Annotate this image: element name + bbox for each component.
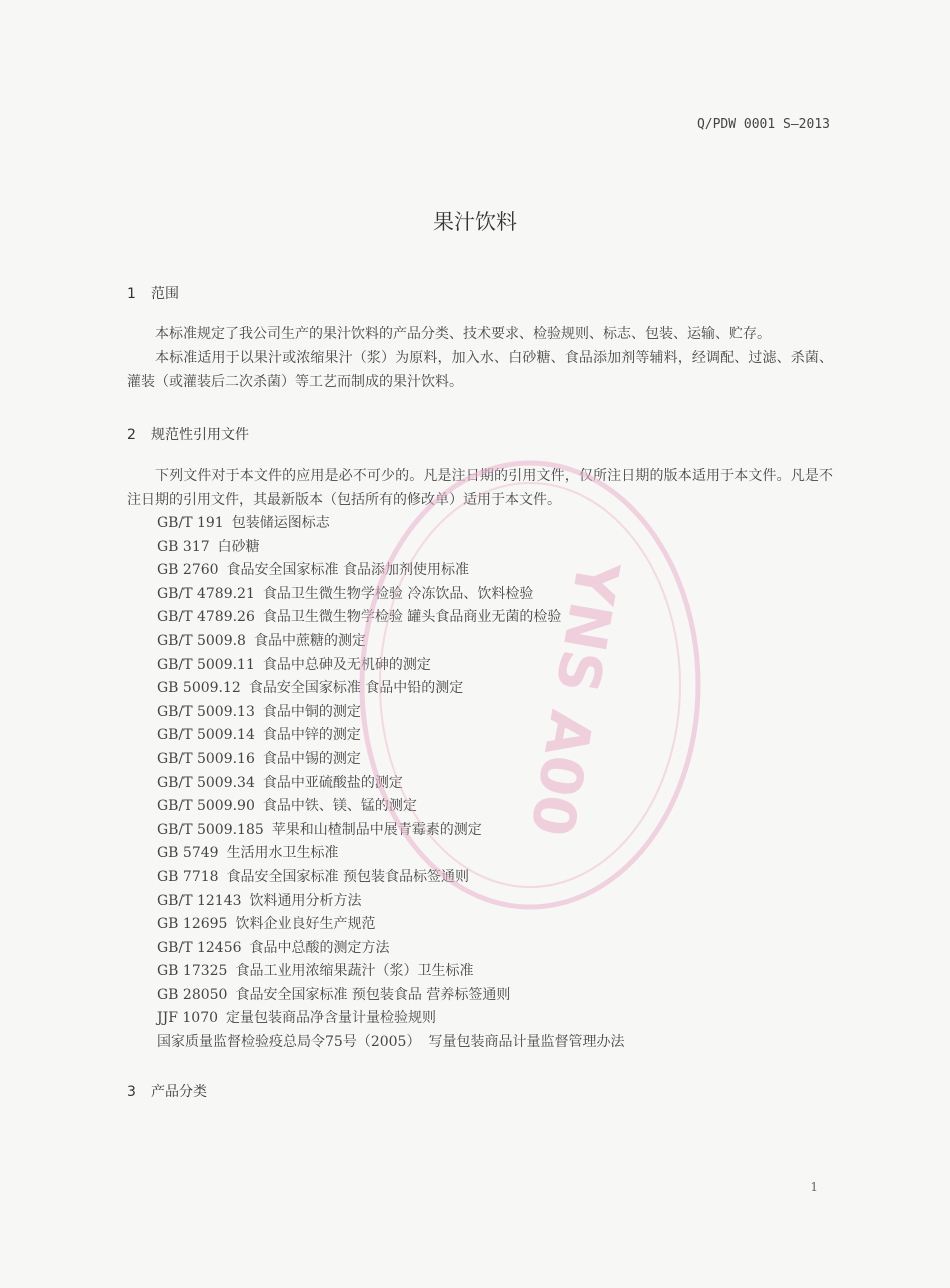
reference-item [157, 890, 624, 914]
section-2-paragraph-1: 下列文件对于本文件的应用是必不可少的。凡是注日期的引用文件，仅所注日期的版本适用于本文件。凡是不注日期的引用文件，其最新版本（包括所有的修改单）适用于本文件。 [127, 468, 833, 508]
reference-code: GB/T 191 [157, 515, 224, 531]
reference-code: GB/T 5009.13 [157, 703, 255, 720]
reference-code: GB/T 12456 [157, 939, 242, 956]
section-number: 2 [127, 427, 136, 443]
reference-item [157, 1007, 624, 1031]
reference-name: 食品中总砷及无机砷的测定 [262, 656, 431, 673]
reference-name: 饮料通用分析方法 [249, 892, 362, 909]
reference-name: 食品工业用浓缩果蔬汁（浆）卫生标准 [235, 963, 474, 980]
section-number: 3 [127, 1084, 136, 1100]
reference-item [157, 606, 624, 630]
reference-item [157, 630, 624, 654]
reference-item [157, 795, 624, 819]
reference-name: 食品中蔗糖的测定 [253, 632, 366, 649]
reference-name: 写量包装商品计量监督管理办法 [428, 1034, 625, 1051]
reference-name: 食品安全国家标准 食品中铅的测定 [248, 680, 464, 697]
reference-name: 食品安全国家标准 食品添加剂使用标准 [226, 562, 470, 579]
section-3-heading [127, 1081, 207, 1101]
reference-item [157, 937, 624, 961]
reference-code: GB 17325 [157, 963, 228, 980]
reference-code: GB/T 5009.90 [157, 798, 255, 815]
page-number: 1 [810, 1180, 818, 1194]
section-title: 规范性引用文件 [151, 427, 249, 443]
reference-name: 定量包装商品净含量计量检验规则 [226, 1010, 437, 1027]
reference-name: 食品安全国家标准 预包装食品 营养标签通则 [235, 986, 511, 1003]
reference-list [157, 512, 624, 1055]
reference-item [157, 819, 624, 843]
reference-name: 食品中锡的测定 [262, 750, 361, 767]
reference-item [157, 842, 624, 866]
section-1-heading [127, 283, 179, 303]
reference-code: GB/T 5009.11 [157, 656, 255, 673]
reference-name: 食品卫生微生物学检验 冷冻饮品、饮料检验 [262, 585, 534, 602]
reference-code: GB 2760 [157, 562, 219, 579]
reference-name: 饮料企业良好生产规范 [235, 916, 376, 933]
reference-name: 包装储运图标志 [231, 515, 330, 531]
reference-code: GB/T 5009.8 [157, 632, 246, 649]
reference-item [157, 559, 624, 583]
reference-name: 食品中铁、镁、锰的测定 [262, 798, 417, 815]
document-title: 果汁饮料 [433, 210, 517, 234]
reference-code: GB 317 [157, 538, 210, 555]
reference-name: 白砂糖 [217, 538, 260, 555]
reference-item [157, 724, 624, 748]
reference-name: 食品中铜的测定 [262, 703, 361, 720]
reference-code: GB/T 4789.21 [157, 585, 255, 602]
reference-code: GB 12695 [157, 916, 228, 933]
reference-name: 苹果和山楂制品中展青霉素的测定 [271, 821, 482, 838]
reference-code: 国家质量监督检验疫总局令75号（2005） [157, 1034, 421, 1051]
reference-item [157, 913, 624, 937]
standard-code: Q/PDW 0001 S—2013 [696, 117, 830, 132]
reference-name: 食品卫生微生物学检验 罐头食品商业无菌的检验 [262, 609, 562, 626]
reference-name: 食品中亚硫酸盐的测定 [262, 774, 403, 791]
reference-code: GB 28050 [157, 986, 228, 1003]
reference-code: GB/T 5009.185 [157, 821, 264, 838]
reference-name: 食品中总酸的测定方法 [249, 939, 390, 956]
reference-item [157, 866, 624, 890]
section-title: 产品分类 [151, 1084, 207, 1100]
reference-code: GB/T 5009.14 [157, 727, 255, 744]
reference-code: GB 5009.12 [157, 680, 241, 697]
reference-item [157, 583, 624, 607]
reference-item [157, 512, 624, 536]
reference-item [157, 1031, 624, 1055]
reference-item [157, 960, 624, 984]
reference-code: GB/T 12143 [157, 892, 242, 909]
reference-item [157, 772, 624, 796]
reference-item [157, 701, 624, 725]
reference-name: 食品安全国家标准 预包装食品标签通则 [226, 868, 470, 885]
section-2-heading [127, 424, 249, 444]
reference-item [157, 654, 624, 678]
section-number: 1 [127, 286, 136, 302]
section-1-paragraph-1: 本标准规定了我公司生产的果汁饮料的产品分类、技术要求、检验规则、标志、包装、运输、贮存。 [155, 326, 771, 342]
reference-code: JJF 1070 [157, 1010, 219, 1027]
reference-name: 食品中锌的测定 [262, 727, 361, 744]
reference-code: GB 7718 [157, 868, 219, 885]
reference-item [157, 984, 624, 1008]
reference-item [157, 748, 624, 772]
reference-name: 生活用水卫生标准 [226, 845, 339, 862]
reference-code: GB/T 5009.16 [157, 750, 255, 767]
section-title: 范围 [151, 286, 179, 302]
reference-code: GB/T 5009.34 [157, 774, 255, 791]
reference-item [157, 677, 624, 701]
seal-text: YNS A00 [517, 555, 633, 842]
reference-item [157, 536, 624, 560]
reference-code: GB 5749 [157, 845, 219, 862]
reference-code: GB/T 4789.26 [157, 609, 255, 626]
section-1-paragraph-2: 本标准适用于以果汁或浓缩果汁（浆）为原料，加入水、白砂糖、食品添加剂等辅料，经调配、过滤、杀菌、灌装（或灌装后二次杀菌）等工艺而制成的果汁饮料。 [127, 350, 833, 390]
